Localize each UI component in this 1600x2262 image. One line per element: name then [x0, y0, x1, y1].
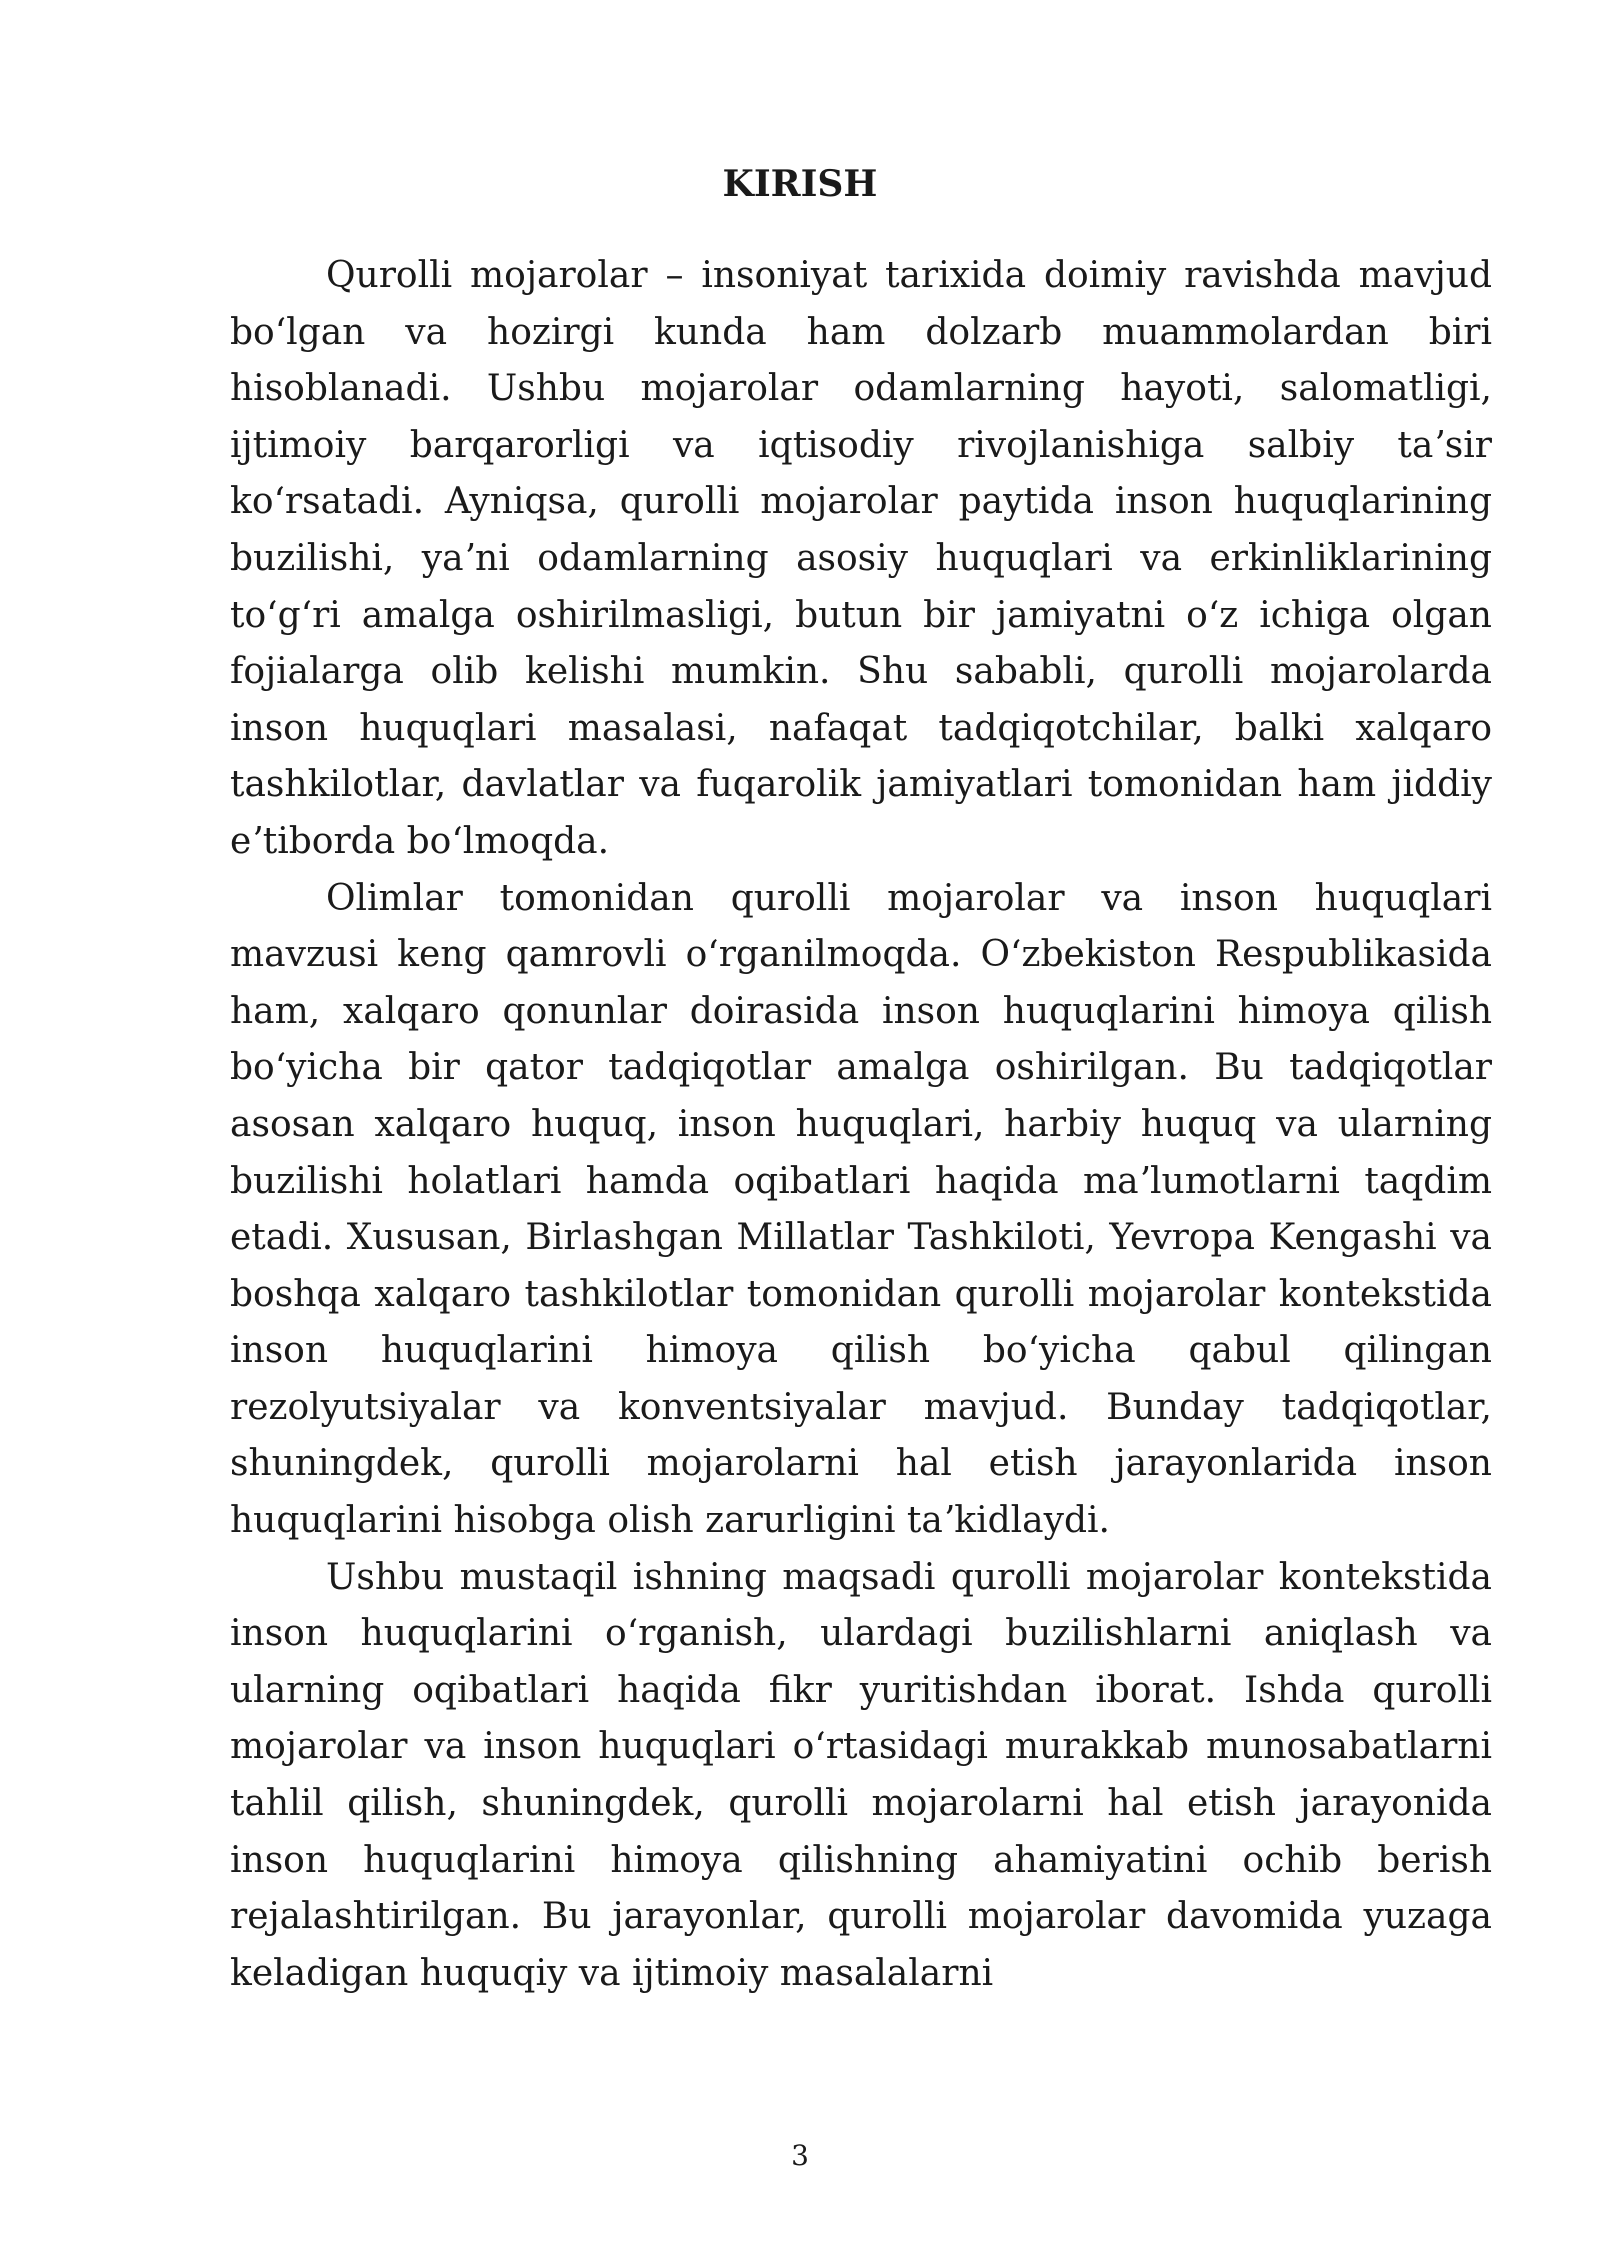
- paragraph-2: Olimlar tomonidan qurolli mojarolar va inson huquqlari mavzusi keng qamrovli oʻrganilmoqda. Oʻzbekiston Respublikasida ham, xalqaro qonunlar doirasida inson huquqlarini himoya qilish boʻyicha bir qator tadqiqotlar amalga oshirilgan. Bu tadqiqotlar asosan xalqaro huquq, inson huquqlari, harbiy huquq va ularning buzilishi holatlari hamda oqibatlari haqida maʼlumotlarni taqdim etadi. Xususan, Birlashgan Millatlar Tashkiloti, Yevropa Kengashi va boshqa xalqaro tashkilotlar tomonidan qurolli mojarolar kontekstida inson huquqlarini himoya qilish boʻyicha qabul qilingan rezolyutsiyalar va konventsiyalar mavjud. Bunday tadqiqotlar, shuningdek, qurolli mojarolarni hal etish jarayonlarida inson huquqlarini hisobga olish zarurligini taʼkidlaydi.: [230, 877, 1492, 1542]
- section-heading: KIRISH: [722, 163, 878, 205]
- page-number: 3: [791, 2139, 809, 2172]
- paragraph-3: Ushbu mustaqil ishning maqsadi qurolli mojarolar kontekstida inson huquqlarini oʻrganish, ulardagi buzilishlarni aniqlash va ularning oqibatlari haqida fikr yuritishdan iborat. Ishda qurolli mojarolar va inson huquqlari oʻrtasidagi murakkab munosabatlarni tahlil qilish, shuningdek, qurolli mojarolarni hal etish jarayonida inson huquqlarini himoya qilishning ahamiyatini ochib berish rejalashtirilgan. Bu jarayonlar, qurolli mojarolar davomida yuzaga keladigan huquqiy va ijtimoiy masalalarni: [230, 1556, 1492, 1994]
- paragraph-1: Qurolli mojarolar – insoniyat tarixida doimiy ravishda mavjud boʻlgan va hozirgi kunda ham dolzarb muammolardan biri hisoblanadi. Ushbu mojarolar odamlarning hayoti, salomatligi, ijtimoiy barqarorligi va iqtisodiy rivojlanishiga salbiy taʼsir koʻrsatadi. Ayniqsa, qurolli mojarolar paytida inson huquqlarining buzilishi, yaʼni odamlarning asosiy huquqlari va erkinliklarining toʻgʻri amalga oshirilmasligi, butun bir jamiyatni oʻz ichiga olgan fojialarga olib kelishi mumkin. Shu sababli, qurolli mojarolarda inson huquqlari masalasi, nafaqat tadqiqotchilar, balki xalqaro tashkilotlar, davlatlar va fuqarolik jamiyatlari tomonidan ham jiddiy eʼtiborda boʻlmoqda.: [230, 255, 1492, 862]
- body-text: [230, 248, 1492, 2002]
